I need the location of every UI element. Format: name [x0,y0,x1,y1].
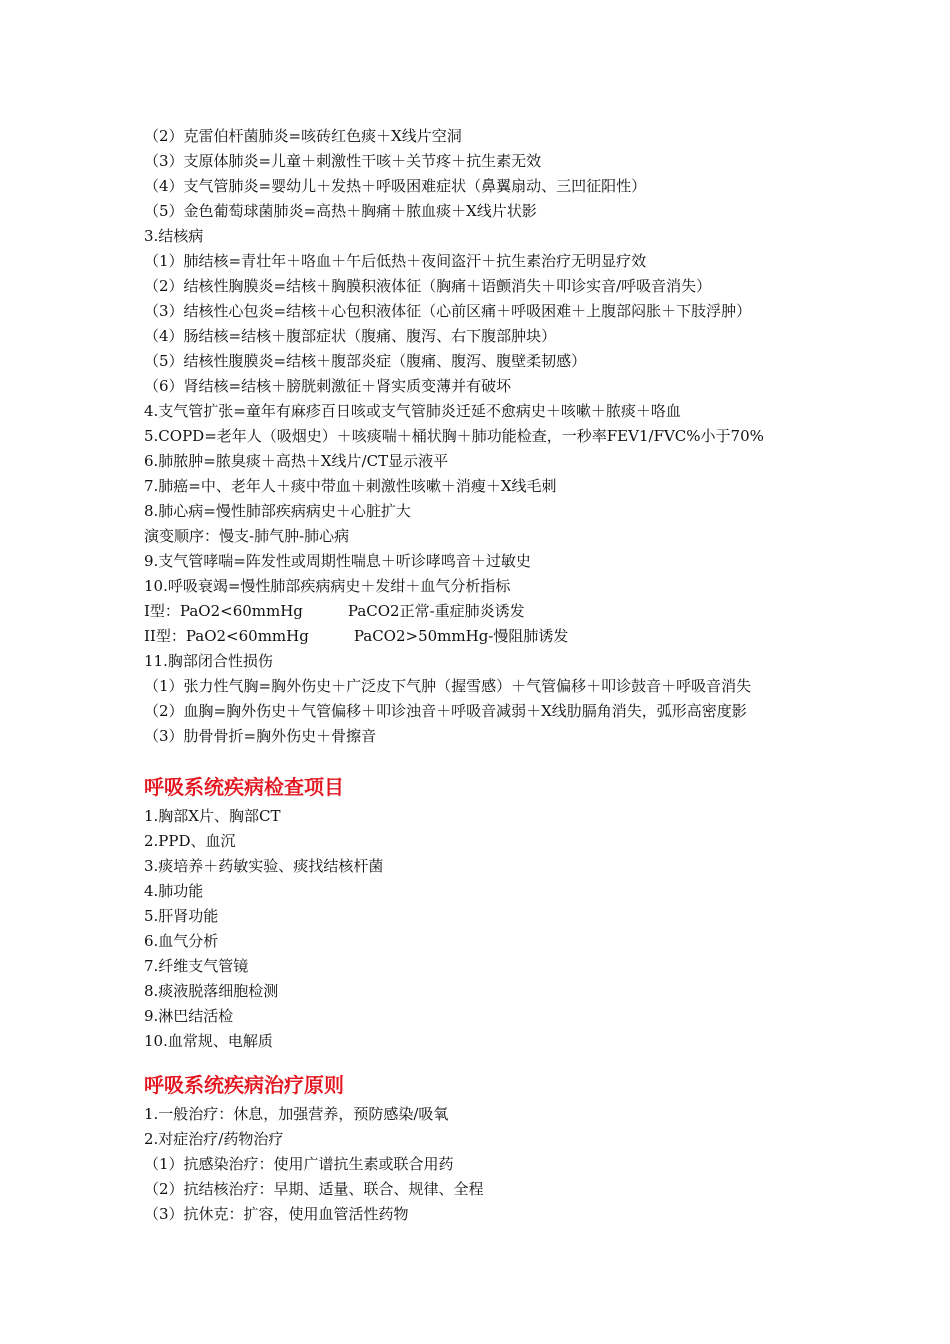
treatment-section [144,1068,844,1227]
list-item: 2.PPD、血沉 [144,832,236,850]
list-item: 2.对症治疗/药物治疗 [144,1130,284,1148]
text-line: I型：PaO2<60mmHg PaCO2正常-重症肺炎诱发 [144,602,525,620]
list-item: （3）抗休克：扩容，使用血管活性药物 [144,1205,409,1223]
list-item: （1）抗感染治疗：使用广谱抗生素或联合用药 [144,1155,454,1173]
list-item: 5.肝肾功能 [144,907,219,925]
text-line: （3）结核性心包炎=结核＋心包积液体征（心前区痛＋呼吸困难＋上腹部闷胀＋下肢浮肿） [144,302,752,320]
text-line: （5）结核性腹膜炎=结核＋腹部炎症（腹痛、腹泻、腹壁柔韧感） [144,352,587,370]
list-item: 10.血常规、电解质 [144,1032,273,1050]
text-line: （2）克雷伯杆菌肺炎=咳砖红色痰＋X线片空洞 [144,127,462,145]
text-line: 6.肺脓肿=脓臭痰＋高热＋X线片/CT显示液平 [144,452,449,470]
text-line: （6）肾结核=结核＋膀胱刺激征＋肾实质变薄并有破坏 [144,377,512,395]
list-item: （2）抗结核治疗：早期、适量、联合、规律、全程 [144,1180,484,1198]
text-line: 8.肺心病=慢性肺部疾病病史＋心脏扩大 [144,502,411,520]
text-line: 5.COPD=老年人（吸烟史）＋咳痰喘＋桶状胸＋肺功能检查，一秒率FEV1/FVC%小于70% [144,427,764,445]
list-item: 4.肺功能 [144,882,204,900]
text-line: （1）张力性气胸=胸外伤史＋广泛皮下气肿（握雪感）＋气管偏移＋叩诊鼓音＋呼吸音消失 [144,677,752,695]
text-line: II型：PaO2<60mmHg PaCO2>50mmHg-慢阻肺诱发 [144,627,569,645]
text-line: （4）支气管肺炎=婴幼儿＋发热＋呼吸困难症状（鼻翼扇动、三凹征阳性） [144,177,647,195]
list-item: 1.胸部X片、胸部CT [144,807,281,825]
text-line: （4）肠结核=结核＋腹部症状（腹痛、腹泻、右下腹部肿块） [144,327,557,345]
exam-items-section [144,770,844,1054]
list-item: 7.纤维支气管镜 [144,957,249,975]
text-line: 4.支气管扩张=童年有麻疹百日咳或支气管肺炎迁延不愈病史＋咳嗽＋脓痰＋咯血 [144,402,681,420]
text-line: （3）肋骨骨折=胸外伤史＋骨擦音 [144,727,377,745]
text-line: 11.胸部闭合性损伤 [144,652,273,670]
list-item: 8.痰液脱落细胞检测 [144,982,279,1000]
diagnosis-list [144,124,844,749]
text-line: 7.肺癌=中、老年人＋痰中带血＋刺激性咳嗽＋消瘦＋X线毛刺 [144,477,557,495]
text-line: 演变顺序：慢支-肺气肿-肺心病 [144,527,350,545]
text-line: （3）支原体肺炎=儿童＋刺激性干咳＋关节疼＋抗生素无效 [144,152,542,170]
text-line: （2）结核性胸膜炎=结核＋胸膜积液体征（胸痛＋语颤消失＋叩诊实音/呼吸音消失） [144,277,712,295]
text-line: （5）金色葡萄球菌肺炎=高热＋胸痛＋脓血痰＋X线片状影 [144,202,537,220]
section-heading: 呼吸系统疾病治疗原则 [144,1073,344,1097]
list-item: 6.血气分析 [144,932,219,950]
text-line: 10.呼吸衰竭=慢性肺部疾病病史＋发绀＋血气分析指标 [144,577,511,595]
text-line: 9.支气管哮喘=阵发性或周期性喘息＋听诊哮鸣音＋过敏史 [144,552,531,570]
list-item: 9.淋巴结活检 [144,1007,234,1025]
text-line: （2）血胸=胸外伤史＋气管偏移＋叩诊浊音＋呼吸音减弱＋X线肋膈角消失，弧形高密度影 [144,702,747,720]
section-heading: 呼吸系统疾病检查项目 [144,775,344,799]
text-line: 3.结核病 [144,227,204,245]
list-item: 3.痰培养＋药敏实验、痰找结核杆菌 [144,857,384,875]
list-item: 1.一般治疗：休息，加强营养，预防感染/吸氧 [144,1105,449,1123]
text-line: （1）肺结核=青壮年＋咯血＋午后低热＋夜间盗汗＋抗生素治疗无明显疗效 [144,252,647,270]
